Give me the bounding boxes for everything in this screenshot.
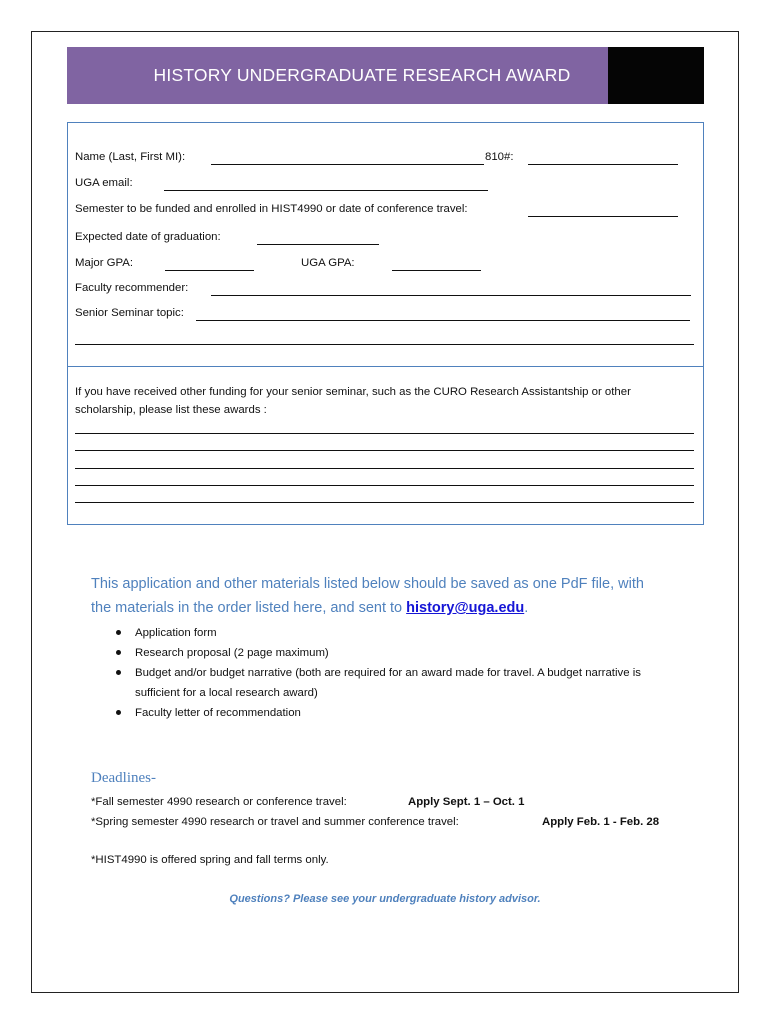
id-field[interactable] xyxy=(528,164,678,165)
list-item: Faculty letter of recommendation xyxy=(116,703,676,723)
application-form xyxy=(67,122,704,525)
recommender-label: Faculty recommender: xyxy=(75,282,189,294)
graduation-label: Expected date of graduation: xyxy=(75,231,221,243)
banner-black-block xyxy=(608,47,704,104)
instructions-line1: This application and other materials listed below should be saved as one PdF file, with xyxy=(91,576,644,592)
uga-gpa-field[interactable] xyxy=(392,270,481,271)
deadlines-heading: Deadlines- xyxy=(91,770,156,786)
questions-note: Questions? Please see your undergraduate history advisor. xyxy=(229,893,541,905)
list-item: Research proposal (2 page maximum) xyxy=(116,643,676,663)
fall-deadline-dates: Apply Sept. 1 – Oct. 1 xyxy=(408,796,525,808)
graduation-field[interactable] xyxy=(257,244,379,245)
email-link[interactable]: history@uga.edu xyxy=(406,600,525,616)
semester-label: Semester to be funded and enrolled in HIST4990 or date of conference travel: xyxy=(75,203,468,215)
fall-deadline-label: *Fall semester 4990 research or conference travel: xyxy=(91,796,347,808)
funding-line[interactable] xyxy=(75,450,694,451)
name-field[interactable] xyxy=(211,164,484,165)
list-item: Budget and/or budget narrative (both are required for an award made for travel. A budget narrative is sufficient for a local research award) xyxy=(116,663,676,703)
id-label: 810#: xyxy=(485,151,514,163)
major-gpa-label: Major GPA: xyxy=(75,257,134,269)
recommender-field[interactable] xyxy=(211,295,691,296)
funding-line[interactable] xyxy=(75,502,694,503)
topic-field[interactable] xyxy=(196,320,690,321)
materials-list xyxy=(116,623,676,723)
page-title: HISTORY UNDERGRADUATE RESEARCH AWARD xyxy=(153,65,571,85)
funding-line[interactable] xyxy=(75,485,694,486)
title-banner xyxy=(67,47,704,104)
email-label: UGA email: xyxy=(75,177,133,189)
instructions-line2-text: the materials in the order listed here, and sent to xyxy=(91,600,407,616)
form-divider xyxy=(68,366,703,367)
topic-field-line-2[interactable] xyxy=(75,344,694,345)
funding-prompt-line2: scholarship, please list these awards : xyxy=(75,404,267,416)
email-field[interactable] xyxy=(164,190,488,191)
list-item: Application form xyxy=(116,623,676,643)
funding-line[interactable] xyxy=(75,468,694,469)
topic-label: Senior Seminar topic: xyxy=(75,307,184,319)
instructions-line2 xyxy=(91,600,528,616)
name-label: Name (Last, First MI): xyxy=(75,151,186,163)
major-gpa-field[interactable] xyxy=(165,270,254,271)
uga-gpa-label: UGA GPA: xyxy=(301,257,355,269)
funding-prompt-line1: If you have received other funding for your senior seminar, such as the CURO Research Assistantship or other xyxy=(75,386,631,398)
funding-line[interactable] xyxy=(75,433,694,434)
spring-deadline-dates: Apply Feb. 1 - Feb. 28 xyxy=(542,816,660,828)
instructions-line2-suffix: . xyxy=(524,600,529,616)
spring-deadline-label: *Spring semester 4990 research or travel and summer conference travel: xyxy=(91,816,459,828)
offered-note: *HIST4990 is offered spring and fall terms only. xyxy=(91,854,329,866)
semester-field[interactable] xyxy=(528,216,678,217)
